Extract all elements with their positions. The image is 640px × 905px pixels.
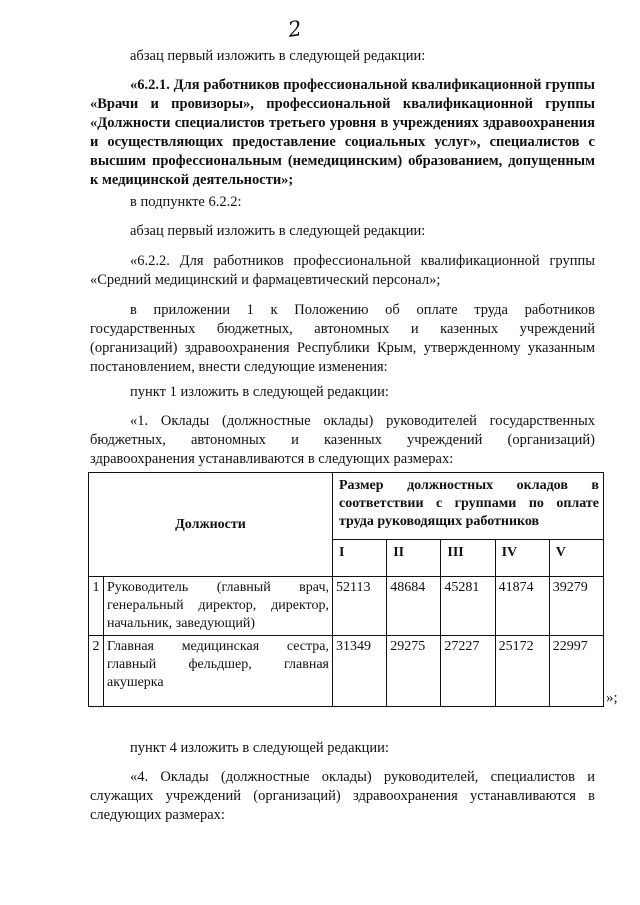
salary-value: 31349 bbox=[333, 636, 387, 707]
group-header: V bbox=[549, 540, 603, 577]
position-name: Руководитель (главный врач, генеральный директор, директор, начальник, заведующий) bbox=[104, 577, 333, 636]
table-header-row bbox=[89, 473, 604, 540]
row-number: 2 bbox=[89, 636, 104, 707]
paragraph-6: в приложении 1 к Положению об оплате труда работников государственных бюджетных, автономных и казенных учреждений (организаций) здравоохранения Республики Крым, утвержденному указанным постановлением, внести следующие изменения: bbox=[90, 302, 595, 375]
paragraph-2 bbox=[90, 76, 595, 190]
group-header: III bbox=[441, 540, 495, 577]
table-row bbox=[89, 577, 604, 636]
header-positions: Должности bbox=[89, 473, 333, 577]
salary-value: 29275 bbox=[387, 636, 441, 707]
group-header: II bbox=[387, 540, 441, 577]
salary-value: 27227 bbox=[441, 636, 495, 707]
salary-value: 48684 bbox=[387, 577, 441, 636]
paragraph-3: в подпункте 6.2.2: bbox=[130, 194, 242, 210]
table-closing-quote: »; bbox=[606, 690, 618, 706]
paragraph-4: абзац первый изложить в следующей редакции: bbox=[130, 223, 426, 239]
group-header: IV bbox=[495, 540, 549, 577]
paragraph-5: «6.2.2. Для работников профессиональной квалификационной группы «Средний медицинский и фармацевтический персонал»; bbox=[90, 253, 595, 288]
paragraph-10: «4. Оклады (должностные оклады) руководителей, специалистов и служащих учреждений (организаций) здравоохранения устанавливаются в следующих размерах: bbox=[90, 769, 595, 823]
salary-table bbox=[88, 472, 604, 707]
header-salary-size: Размер должностных окладов в соответствии с группами по оплате труда руководящих работников bbox=[333, 473, 604, 540]
paragraph-8: «1. Оклады (должностные оклады) руководителей государственных бюджетных, автономных и казенных учреждений (организаций) здравоохранения устанавливаются в следующих размерах: bbox=[90, 413, 595, 467]
salary-value: 52113 bbox=[333, 577, 387, 636]
paragraph-1: абзац первый изложить в следующей редакции: bbox=[130, 48, 426, 64]
group-header: I bbox=[333, 540, 387, 577]
paragraph-9: пункт 4 изложить в следующей редакции: bbox=[130, 740, 389, 756]
salary-value: 45281 bbox=[441, 577, 495, 636]
salary-value: 22997 bbox=[549, 636, 603, 707]
position-name: Главная медицинская сестра, главный фельдшер, главная акушерка bbox=[104, 636, 333, 707]
paragraph-7: пункт 1 изложить в следующей редакции: bbox=[130, 384, 389, 400]
salary-value: 25172 bbox=[495, 636, 549, 707]
paragraph-2-text: «6.2.1. Для работников профессиональной квалификационной группы «Врачи и провизоры», профессиональной квалификационной группы «Должности специалистов третьего уровня в учреждениях здравоохранения и осуществляющих предоставление социальных услуг», специалистов с высшим профессиональным (немедицинским) образованием, допущенным к медицинской деятельности»; bbox=[90, 77, 595, 188]
table-row bbox=[89, 636, 604, 707]
page-number: 2 bbox=[286, 16, 304, 42]
salary-value: 41874 bbox=[495, 577, 549, 636]
salary-value: 39279 bbox=[549, 577, 603, 636]
row-number: 1 bbox=[89, 577, 104, 636]
